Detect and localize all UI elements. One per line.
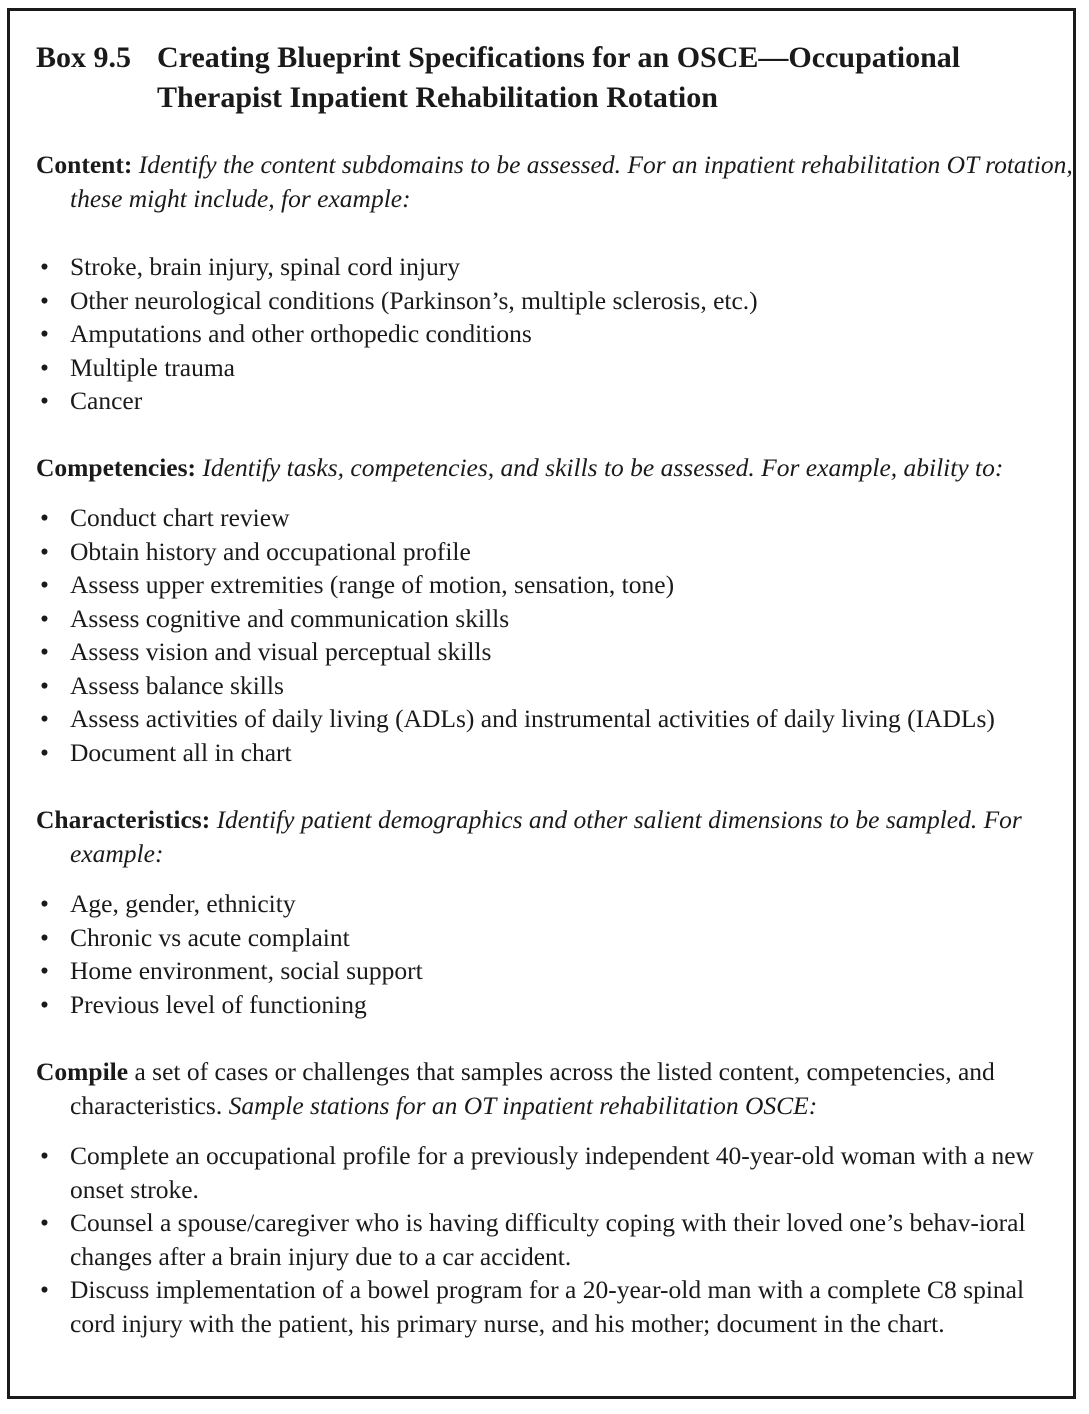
box-title	[36, 38, 960, 118]
compile-label: Compile	[36, 1057, 129, 1086]
list-item: • Cancer	[36, 384, 1046, 418]
box-number: Box 9.5	[36, 41, 132, 74]
competencies-text: Identify tasks, competencies, and skills to be assessed. For example, ability to:	[202, 453, 1004, 482]
list-item: • Assess balance skills	[36, 669, 1046, 703]
content-intro	[36, 148, 1080, 215]
characteristics-label: Characteristics:	[36, 805, 211, 834]
list-item: • Obtain history and occupational profile	[36, 535, 1046, 569]
list-item: • Previous level of functioning	[36, 988, 1046, 1022]
title-line-2: Therapist Inpatient Rehabilitation Rotation	[157, 81, 718, 114]
list-item: • Chronic vs acute complaint	[36, 921, 1046, 955]
list-item: • Assess upper extremities (range of motion, sensation, tone)	[36, 568, 1046, 602]
competencies-label: Competencies:	[36, 453, 197, 482]
list-item: • Assess cognitive and communication skills	[36, 602, 1046, 636]
compile-text: a set of cases or challenges that samples across the listed content, competencies, and characteristics.	[70, 1057, 995, 1120]
competencies-list	[36, 501, 1046, 769]
list-item: • Counsel a spouse/caregiver who is having difficulty coping with their loved one’s behav-ioral changes after a brain injury due to a car accident.	[36, 1206, 1046, 1273]
compile-intro	[36, 1055, 1080, 1122]
list-item: • Age, gender, ethnicity	[36, 887, 1046, 921]
list-item: • Stroke, brain injury, spinal cord injury	[36, 250, 1046, 284]
competencies-intro	[36, 451, 1080, 485]
compile-list	[36, 1139, 1046, 1340]
content-list	[36, 250, 1046, 418]
content-text: Identify the content subdomains to be assessed. For an inpatient rehabilitation OT rotation, these might include, for example:	[70, 150, 1073, 213]
content-label: Content:	[36, 150, 133, 179]
list-item: • Conduct chart review	[36, 501, 1046, 535]
list-item: • Discuss implementation of a bowel program for a 20-year-old man with a complete C8 spinal cord injury with the patient, his primary nurse, and his mother; document in the chart.	[36, 1273, 1046, 1340]
title-line-1: Creating Blueprint Specifications for an OSCE—Occupational	[157, 41, 961, 74]
characteristics-list	[36, 887, 1046, 1021]
list-item: • Complete an occupational profile for a previously independent 40-year-old woman with a new onset stroke.	[36, 1139, 1046, 1206]
list-item: • Assess activities of daily living (ADLs) and instrumental activities of daily living (IADLs)	[36, 702, 1046, 736]
list-item: • Document all in chart	[36, 736, 1046, 770]
list-item: • Multiple trauma	[36, 351, 1046, 385]
list-item: • Home environment, social support	[36, 954, 1046, 988]
list-item: • Assess vision and visual perceptual skills	[36, 635, 1046, 669]
characteristics-intro	[36, 803, 1080, 870]
list-item: • Amputations and other orthopedic conditions	[36, 317, 1046, 351]
list-item: • Other neurological conditions (Parkinson’s, multiple sclerosis, etc.)	[36, 284, 1046, 318]
characteristics-text: Identify patient demographics and other salient dimensions to be sampled. For example:	[70, 805, 1022, 868]
compile-italic-text: Sample stations for an OT inpatient rehabilitation OSCE:	[228, 1090, 818, 1120]
